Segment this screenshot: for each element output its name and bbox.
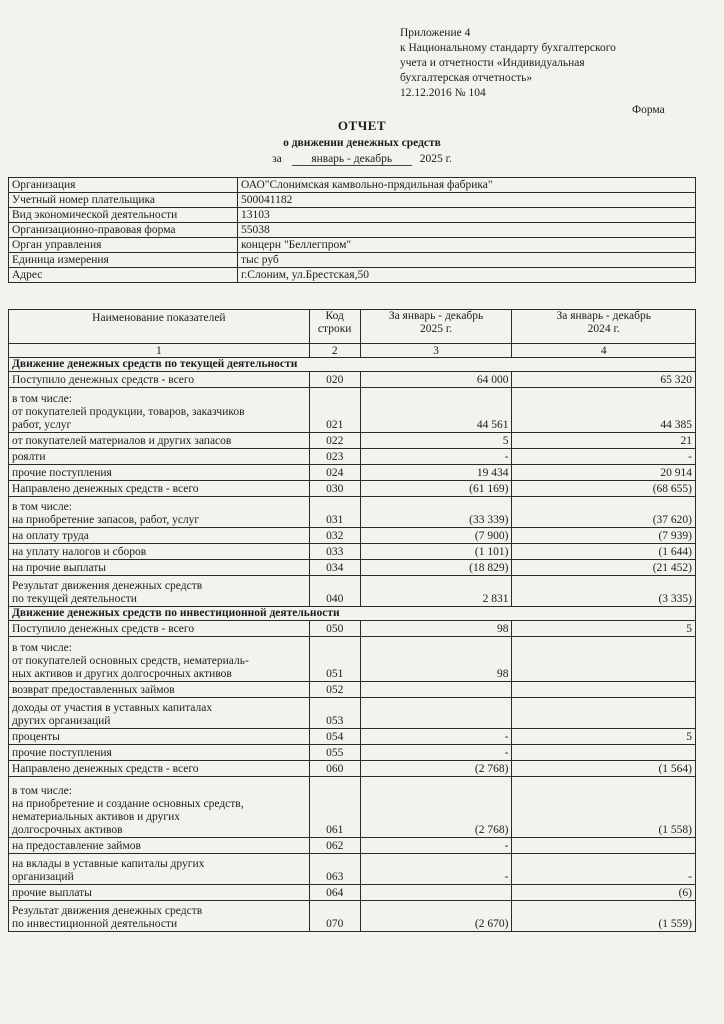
row-code: 063 [309, 854, 360, 885]
row-previous-value: (3 335) [512, 576, 696, 607]
row-previous-value: 20 914 [512, 465, 696, 481]
row-name: роялти [9, 449, 310, 465]
info-label: Вид экономической деятельности [9, 208, 238, 223]
row-name: в том числе: на приобретение запасов, работ, услуг [9, 497, 310, 528]
period-value: январь - декабрь [292, 153, 412, 166]
row-current-value: (33 339) [360, 497, 512, 528]
row-name: в том числе: от покупателей основных средств, нематериаль- ных активов и других долгосрочных активов [9, 637, 310, 682]
table-row [9, 449, 696, 465]
row-current-value: (2 670) [360, 901, 512, 932]
row-name: на предоставление займов [9, 838, 310, 854]
section-title: Движение денежных средств по инвестиционной деятельности [9, 607, 696, 621]
period-prefix: за [272, 153, 282, 165]
table-header-row [9, 310, 696, 344]
row-current-value: (2 768) [360, 777, 512, 838]
info-row [9, 193, 696, 208]
row-current-value: (1 101) [360, 544, 512, 560]
row-previous-value: (6) [512, 885, 696, 901]
row-current-value: (2 768) [360, 761, 512, 777]
row-code: 051 [309, 637, 360, 682]
row-code: 020 [309, 372, 360, 388]
section-header-row [9, 358, 696, 372]
row-code: 024 [309, 465, 360, 481]
row-current-value: 64 000 [360, 372, 512, 388]
row-current-value: 44 561 [360, 388, 512, 433]
row-code: 033 [309, 544, 360, 560]
table-row [9, 528, 696, 544]
header-current-period: За январь - декабрь 2025 г. [360, 310, 512, 344]
info-value: 55038 [238, 223, 696, 238]
table-row [9, 372, 696, 388]
row-previous-value [512, 637, 696, 682]
row-current-value [360, 698, 512, 729]
row-name: на прочие выплаты [9, 560, 310, 576]
info-value: 500041182 [238, 193, 696, 208]
row-previous-value [512, 838, 696, 854]
row-code: 062 [309, 838, 360, 854]
table-row [9, 497, 696, 528]
row-previous-value: 21 [512, 433, 696, 449]
row-current-value: 98 [360, 621, 512, 637]
row-code: 053 [309, 698, 360, 729]
row-previous-value: (1 558) [512, 777, 696, 838]
table-row [9, 698, 696, 729]
appendix-line: учета и отчетности «Индивидуальная [400, 57, 585, 69]
appendix-line: Приложение 4 [400, 27, 471, 39]
row-name: прочие выплаты [9, 885, 310, 901]
info-value: тыс руб [238, 253, 696, 268]
table-row [9, 901, 696, 932]
row-name: в том числе: от покупателей продукции, товаров, заказчиков работ, услуг [9, 388, 310, 433]
row-previous-value: 5 [512, 729, 696, 745]
row-previous-value: (68 655) [512, 481, 696, 497]
row-previous-value: (21 452) [512, 560, 696, 576]
row-name: Направлено денежных средств - всего [9, 761, 310, 777]
organization-info-table [8, 177, 696, 283]
table-row [9, 544, 696, 560]
row-previous-value: (1 564) [512, 761, 696, 777]
row-current-value [360, 885, 512, 901]
row-previous-value: (7 939) [512, 528, 696, 544]
row-current-value: - [360, 838, 512, 854]
section-title: Движение денежных средств по текущей деятельности [9, 358, 696, 372]
appendix-header [400, 26, 690, 101]
row-code: 022 [309, 433, 360, 449]
row-name: проценты [9, 729, 310, 745]
info-row [9, 223, 696, 238]
report-title: ОТЧЕТ [337, 118, 387, 133]
row-code: 055 [309, 745, 360, 761]
row-code: 050 [309, 621, 360, 637]
info-row [9, 268, 696, 283]
row-previous-value: (1 559) [512, 901, 696, 932]
row-current-value: (7 900) [360, 528, 512, 544]
row-code: 034 [309, 560, 360, 576]
row-code: 030 [309, 481, 360, 497]
column-number: 2 [309, 344, 360, 358]
info-row [9, 208, 696, 223]
info-row [9, 253, 696, 268]
row-previous-value [512, 698, 696, 729]
row-name: Результат движения денежных средств по текущей деятельности [9, 576, 310, 607]
row-previous-value [512, 745, 696, 761]
report-title-block [0, 118, 724, 166]
section-header-row [9, 607, 696, 621]
report-period [0, 153, 724, 166]
row-current-value: 5 [360, 433, 512, 449]
row-previous-value: (1 644) [512, 544, 696, 560]
row-previous-value: 65 320 [512, 372, 696, 388]
row-previous-value [512, 682, 696, 698]
info-row [9, 238, 696, 253]
row-name: прочие поступления [9, 465, 310, 481]
info-label: Учетный номер плательщика [9, 193, 238, 208]
info-label: Единица измерения [9, 253, 238, 268]
info-label: Организационно-правовая форма [9, 223, 238, 238]
table-row [9, 761, 696, 777]
row-name: Результат движения денежных средств по инвестиционной деятельности [9, 901, 310, 932]
table-row [9, 682, 696, 698]
info-value: 13103 [238, 208, 696, 223]
row-current-value: 19 434 [360, 465, 512, 481]
row-name: от покупателей материалов и других запасов [9, 433, 310, 449]
table-row [9, 885, 696, 901]
table-row [9, 621, 696, 637]
row-name: в том числе: на приобретение и создание основных средств, нематериальных активов и других долгосрочных активов [9, 777, 310, 838]
row-code: 061 [309, 777, 360, 838]
row-current-value: - [360, 729, 512, 745]
row-name: доходы от участия в уставных капиталах других организаций [9, 698, 310, 729]
table-row [9, 729, 696, 745]
row-code: 054 [309, 729, 360, 745]
row-name: Направлено денежных средств - всего [9, 481, 310, 497]
row-name: Поступило денежных средств - всего [9, 372, 310, 388]
row-code: 023 [309, 449, 360, 465]
row-previous-value: (37 620) [512, 497, 696, 528]
column-number: 1 [9, 344, 310, 358]
appendix-line: 12.12.2016 № 104 [400, 87, 486, 99]
header-code: Код строки [309, 310, 360, 344]
header-previous-period: За январь - декабрь 2024 г. [512, 310, 696, 344]
row-code: 064 [309, 885, 360, 901]
row-name: Поступило денежных средств - всего [9, 621, 310, 637]
table-row [9, 465, 696, 481]
table-row [9, 637, 696, 682]
row-name: на уплату налогов и сборов [9, 544, 310, 560]
report-subtitle: о движении денежных средств [283, 137, 441, 149]
info-label: Орган управления [9, 238, 238, 253]
row-code: 040 [309, 576, 360, 607]
info-value: концерн "Беллегпром" [238, 238, 696, 253]
row-name: на оплату труда [9, 528, 310, 544]
info-label: Организация [9, 178, 238, 193]
row-current-value: - [360, 745, 512, 761]
form-label: Форма [632, 104, 665, 116]
row-current-value: (18 829) [360, 560, 512, 576]
row-name: возврат предоставленных займов [9, 682, 310, 698]
appendix-line: к Национальному стандарту бухгалтерского [400, 42, 616, 54]
row-current-value: 98 [360, 637, 512, 682]
table-row [9, 576, 696, 607]
row-code: 052 [309, 682, 360, 698]
row-previous-value: - [512, 449, 696, 465]
table-row [9, 388, 696, 433]
row-current-value: - [360, 449, 512, 465]
info-value: г.Слоним, ул.Брестская,50 [238, 268, 696, 283]
row-current-value: 2 831 [360, 576, 512, 607]
table-row [9, 433, 696, 449]
table-row [9, 560, 696, 576]
table-row [9, 481, 696, 497]
row-code: 070 [309, 901, 360, 932]
table-row [9, 854, 696, 885]
appendix-line: бухгалтерская отчетность» [400, 72, 533, 84]
column-number-row [9, 344, 696, 358]
info-label: Адрес [9, 268, 238, 283]
row-name: на вклады в уставные капиталы других организаций [9, 854, 310, 885]
row-code: 031 [309, 497, 360, 528]
row-previous-value: 5 [512, 621, 696, 637]
row-code: 060 [309, 761, 360, 777]
column-number: 4 [512, 344, 696, 358]
table-row [9, 777, 696, 838]
row-previous-value: 44 385 [512, 388, 696, 433]
table-row [9, 838, 696, 854]
table-row [9, 745, 696, 761]
cash-flow-table [8, 309, 696, 932]
row-previous-value: - [512, 854, 696, 885]
period-year: 2025 г. [419, 153, 452, 165]
info-row [9, 178, 696, 193]
row-current-value: (61 169) [360, 481, 512, 497]
column-number: 3 [360, 344, 512, 358]
row-current-value [360, 682, 512, 698]
row-code: 032 [309, 528, 360, 544]
row-name: прочие поступления [9, 745, 310, 761]
row-code: 021 [309, 388, 360, 433]
info-value: ОАО"Слонимская камвольно-прядильная фабрика" [238, 178, 696, 193]
header-name: Наименование показателей [9, 310, 310, 344]
row-current-value: - [360, 854, 512, 885]
